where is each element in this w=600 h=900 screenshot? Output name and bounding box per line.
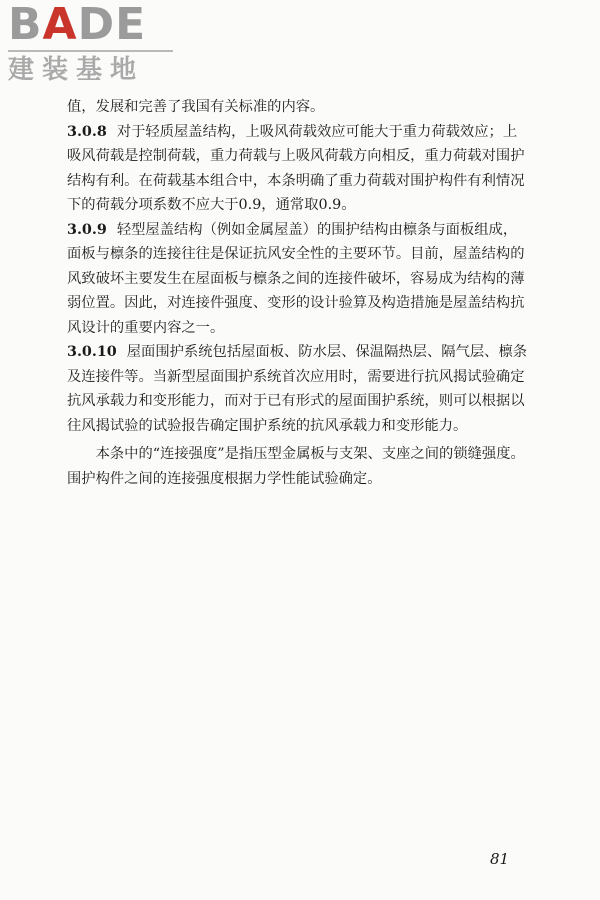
clause-number: 3.0.8 [67, 123, 107, 140]
clause-text: 屋面围护系统包括屋面板、防水层、保温隔热层、隔气层、檩条及连接件等。当新型屋面围护系统首次应用时，需要进行抗风揭试验确定抗风承载力和变形能力，而对于已有形式的屋面围护系统，则可以根据以往风揭试验的试验报告确定围护系统的抗风承载力和变形能力。 [67, 344, 528, 434]
bade-watermark-logo [8, 2, 173, 84]
clause-text: 对于轻质屋盖结构，上吸风荷载效应可能大于重力荷载效应；上吸风荷载是控制荷载，重力荷载与上吸风荷载方向相反，重力荷载对围护结构有利。在荷载基本组合中，本条明确了重力荷载对围护构件有利情况下的荷载分项系数不应大于0.9，通常取0.9。 [67, 123, 525, 213]
page-body [67, 95, 530, 491]
brand-letter-b: B [8, 0, 43, 50]
brand-letter-a: A [42, 0, 78, 50]
page-number: 81 [490, 850, 510, 868]
paragraph-text: 本条中的“连接强度”是指压型金属板与支架、支座之间的锁缝强度。围护构件之间的连接强度根据力学性能试验确定。 [67, 446, 525, 487]
clause-3-0-9 [67, 218, 530, 341]
clause-text: 轻型屋盖结构（例如金属屋盖）的围护结构由檩条与面板组成，面板与檩条的连接往往是保证抗风安全性的主要环节。目前，屋盖结构的风致破坏主要发生在屋面板与檩条之间的连接件破坏，容易成为结构的薄弱位置。因此，对连接件强度、变形的设计验算及构造措施是屋盖结构抗风设计的重要内容之一。 [67, 221, 525, 336]
paragraph-connection-strength [67, 442, 530, 491]
watermark-brand [8, 2, 173, 48]
clause-number: 3.0.10 [67, 344, 117, 360]
watermark-divider [8, 50, 173, 52]
clause-number: 3.0.9 [67, 221, 107, 238]
clause-3-0-8 [67, 120, 530, 218]
watermark-subtitle: 建装基地 [8, 55, 145, 85]
paragraph-continuation [67, 95, 530, 120]
brand-letters-de: DE [77, 0, 147, 50]
paragraph-text: 值，发展和完善了我国有关标准的内容。 [67, 99, 325, 115]
clause-3-0-10 [67, 340, 530, 438]
